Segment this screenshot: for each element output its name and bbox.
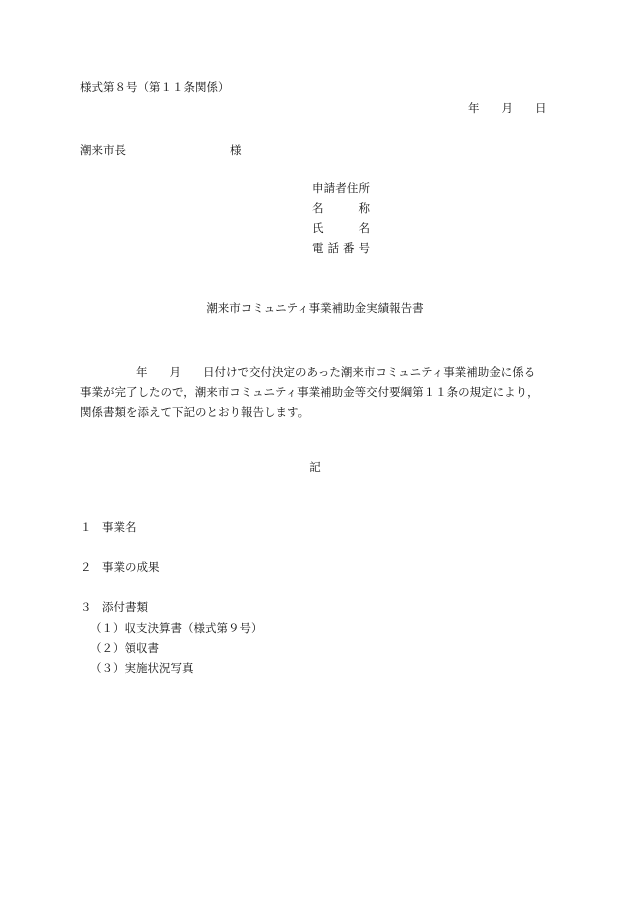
form-number: 様式第８号（第１１条関係） bbox=[80, 80, 230, 94]
body-paragraph bbox=[80, 362, 550, 422]
applicant-address-label: 申請者住所 bbox=[312, 181, 370, 195]
addressee-honorific: 様 bbox=[230, 143, 242, 157]
ki-heading: 記 bbox=[309, 460, 321, 474]
date-day: 日 bbox=[535, 101, 547, 115]
attachment-item: （３）実施状況写真 bbox=[90, 661, 194, 675]
attachment-item: （１）収支決算書（様式第９号） bbox=[90, 621, 263, 635]
date-month: 月 bbox=[501, 101, 513, 115]
addressee bbox=[80, 145, 242, 157]
body-line-3: 関係書類を添えて下記のとおり報告します。 bbox=[80, 405, 310, 419]
item-project-name: １ 事業名 bbox=[80, 520, 137, 534]
body-line-1: 年 月 日付けで交付決定のあった潮来市コミュニティ事業補助金に係る bbox=[136, 365, 536, 379]
applicant-name-person-label: 氏 名 bbox=[312, 221, 370, 235]
addressee-name: 潮来市長 bbox=[80, 143, 126, 157]
item-project-results: ２ 事業の成果 bbox=[80, 560, 160, 574]
date-line bbox=[468, 103, 547, 115]
applicant-name-corp-label: 名 称 bbox=[312, 201, 370, 215]
applicant-phone-label: 電 話 番 号 bbox=[312, 241, 370, 255]
body-line-2: 事業が完了したので，潮来市コミュニティ事業補助金等交付要綱第１１条の規定により， bbox=[80, 385, 539, 399]
document-title: 潮来市コミュニティ事業補助金実績報告書 bbox=[206, 301, 424, 315]
attachment-item: （２）領収書 bbox=[90, 641, 159, 655]
item-attachments: ３ 添付書類 bbox=[80, 600, 148, 614]
date-year: 年 bbox=[468, 101, 480, 115]
